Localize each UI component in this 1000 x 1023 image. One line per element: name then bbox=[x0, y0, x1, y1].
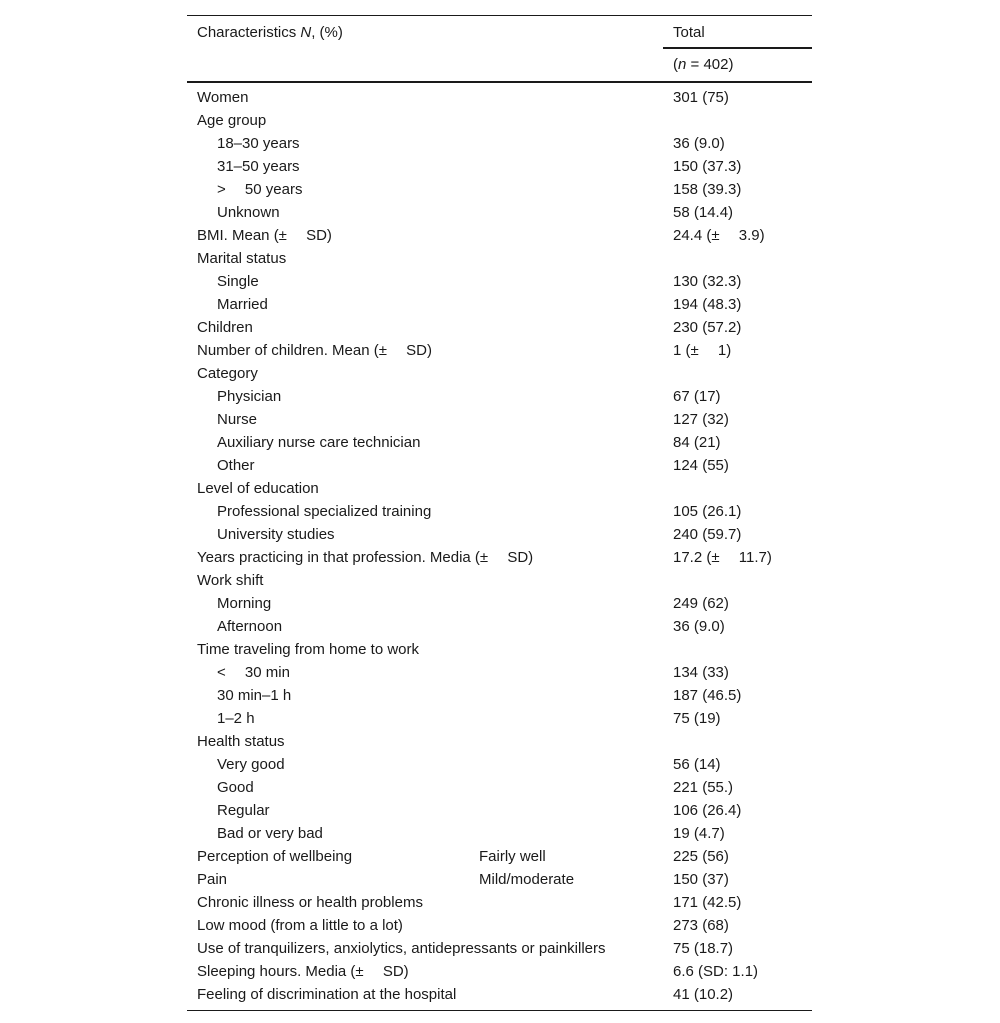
row-label: Regular bbox=[217, 802, 270, 819]
row-value: 240 (59.7) bbox=[673, 526, 742, 543]
table-row bbox=[187, 270, 812, 293]
table-row bbox=[187, 730, 812, 753]
row-label: 31–50 years bbox=[217, 158, 300, 175]
row-value: 171 (42.5) bbox=[673, 894, 742, 911]
row-value: 301 (75) bbox=[673, 89, 729, 106]
sample-size-value: = 402) bbox=[686, 56, 734, 73]
row-value: 41 (10.2) bbox=[673, 986, 734, 1003]
row-value: 36 (9.0) bbox=[673, 135, 725, 152]
table-row bbox=[187, 983, 812, 1006]
table-row bbox=[187, 592, 812, 615]
table-row bbox=[187, 247, 812, 270]
row-sublabel: Mild/moderate bbox=[479, 871, 575, 888]
row-label: Good bbox=[217, 779, 254, 796]
table-row bbox=[187, 799, 812, 822]
row-label: Other bbox=[217, 457, 255, 474]
table-row bbox=[187, 523, 812, 546]
sample-size-row bbox=[187, 48, 812, 81]
row-value: 58 (14.4) bbox=[673, 204, 734, 221]
table-row bbox=[187, 753, 812, 776]
row-value: 75 (18.7) bbox=[673, 940, 734, 957]
row-label: Married bbox=[217, 296, 268, 313]
table-row bbox=[187, 178, 812, 201]
table-row bbox=[187, 776, 812, 799]
row-value: 56 (14) bbox=[673, 756, 721, 773]
row-label: < 30 min bbox=[217, 664, 290, 681]
row-value: 24.4 (± 3.9) bbox=[673, 227, 765, 244]
table-row bbox=[187, 431, 812, 454]
row-label: Afternoon bbox=[217, 618, 283, 635]
row-value: 1 (± 1) bbox=[673, 342, 732, 359]
row-value: 187 (46.5) bbox=[673, 687, 742, 704]
characteristics-header-n: N bbox=[300, 24, 312, 41]
row-label: Feeling of discrimination at the hospital bbox=[197, 986, 457, 1003]
table-row bbox=[187, 316, 812, 339]
characteristics-table bbox=[187, 15, 812, 1011]
row-value: 75 (19) bbox=[673, 710, 721, 727]
table-row bbox=[187, 822, 812, 845]
table-row bbox=[187, 661, 812, 684]
row-label: Health status bbox=[197, 733, 285, 750]
characteristics-header bbox=[197, 24, 343, 41]
row-value: 105 (26.1) bbox=[673, 503, 742, 520]
sample-size-open: ( bbox=[673, 56, 678, 73]
table-bottom-rule bbox=[187, 1010, 812, 1011]
row-label: BMI. Mean (± SD) bbox=[197, 227, 332, 244]
table-row bbox=[187, 132, 812, 155]
table-row bbox=[187, 569, 812, 592]
row-label: Marital status bbox=[197, 250, 287, 267]
table-row bbox=[187, 408, 812, 431]
row-label: Women bbox=[197, 89, 249, 106]
row-label: Perception of wellbeing bbox=[197, 848, 353, 865]
row-label: Time traveling from home to work bbox=[197, 641, 420, 658]
table-row bbox=[187, 109, 812, 132]
row-value: 6.6 (SD: 1.1) bbox=[673, 963, 759, 980]
table-row bbox=[187, 546, 812, 569]
row-value: 194 (48.3) bbox=[673, 296, 742, 313]
row-value: 249 (62) bbox=[673, 595, 729, 612]
row-label: Number of children. Mean (± SD) bbox=[197, 342, 432, 359]
row-value: 150 (37.3) bbox=[673, 158, 742, 175]
row-label: Children bbox=[197, 319, 253, 336]
row-value: 130 (32.3) bbox=[673, 273, 742, 290]
row-label: Level of education bbox=[197, 480, 319, 497]
row-value: 230 (57.2) bbox=[673, 319, 742, 336]
row-label: Physician bbox=[217, 388, 282, 405]
row-value: 134 (33) bbox=[673, 664, 729, 681]
table-row bbox=[187, 615, 812, 638]
row-label: > 50 years bbox=[217, 181, 303, 198]
table-row bbox=[187, 914, 812, 937]
table-row bbox=[187, 477, 812, 500]
table-row bbox=[187, 86, 812, 109]
total-header: Total bbox=[673, 24, 705, 41]
row-label: Morning bbox=[217, 595, 272, 612]
row-label: Work shift bbox=[197, 572, 264, 589]
table-row bbox=[187, 339, 812, 362]
row-value: 150 (37) bbox=[673, 871, 729, 888]
table-row bbox=[187, 937, 812, 960]
row-label: Pain bbox=[197, 871, 228, 888]
row-value: 127 (32) bbox=[673, 411, 729, 428]
table-header-row bbox=[187, 16, 812, 48]
table-row bbox=[187, 845, 812, 868]
row-label: Low mood (from a little to a lot) bbox=[197, 917, 403, 934]
row-label: Unknown bbox=[217, 204, 280, 221]
row-value: 225 (56) bbox=[673, 848, 729, 865]
table-row bbox=[187, 868, 812, 891]
row-value: 273 (68) bbox=[673, 917, 729, 934]
characteristics-header-prefix: Characteristics bbox=[197, 24, 301, 41]
row-label: Age group bbox=[197, 112, 267, 129]
table-row bbox=[187, 293, 812, 316]
table-row bbox=[187, 707, 812, 730]
table-row bbox=[187, 224, 812, 247]
row-label: 30 min–1 h bbox=[217, 687, 292, 704]
row-label: Auxiliary nurse care technician bbox=[217, 434, 421, 451]
table-row bbox=[187, 891, 812, 914]
row-sublabel: Fairly well bbox=[479, 848, 546, 865]
row-label: Bad or very bad bbox=[217, 825, 323, 842]
row-value: 84 (21) bbox=[673, 434, 721, 451]
row-label: Chronic illness or health problems bbox=[197, 894, 423, 911]
table-row bbox=[187, 362, 812, 385]
row-value: 158 (39.3) bbox=[673, 181, 742, 198]
row-label: 1–2 h bbox=[217, 710, 255, 727]
sample-size-n: n bbox=[678, 56, 687, 73]
row-label: Single bbox=[217, 273, 259, 290]
row-label: Category bbox=[197, 365, 258, 382]
row-label: Years practicing in that profession. Media (± SD) bbox=[197, 549, 534, 566]
table-row bbox=[187, 454, 812, 477]
row-value: 67 (17) bbox=[673, 388, 721, 405]
sample-size bbox=[673, 56, 733, 73]
row-value: 221 (55.) bbox=[673, 779, 734, 796]
table-row bbox=[187, 201, 812, 224]
table-row bbox=[187, 385, 812, 408]
row-label: Use of tranquilizers, anxiolytics, antidepressants or painkillers bbox=[197, 940, 606, 957]
row-label: Very good bbox=[217, 756, 285, 773]
row-label: Nurse bbox=[217, 411, 258, 428]
table-row bbox=[187, 155, 812, 178]
row-label: University studies bbox=[217, 526, 335, 543]
characteristics-header-suffix: , (%) bbox=[311, 24, 343, 41]
row-value: 17.2 (± 11.7) bbox=[673, 549, 772, 566]
table-row bbox=[187, 638, 812, 661]
row-value: 36 (9.0) bbox=[673, 618, 725, 635]
row-value: 19 (4.7) bbox=[673, 825, 725, 842]
table-row bbox=[187, 684, 812, 707]
table-row bbox=[187, 960, 812, 983]
row-value: 106 (26.4) bbox=[673, 802, 742, 819]
row-label: 18–30 years bbox=[217, 135, 300, 152]
row-label: Professional specialized training bbox=[217, 503, 432, 520]
row-value: 124 (55) bbox=[673, 457, 729, 474]
table-row bbox=[187, 500, 812, 523]
row-label: Sleeping hours. Media (± SD) bbox=[197, 963, 409, 980]
table-body bbox=[187, 83, 812, 1010]
